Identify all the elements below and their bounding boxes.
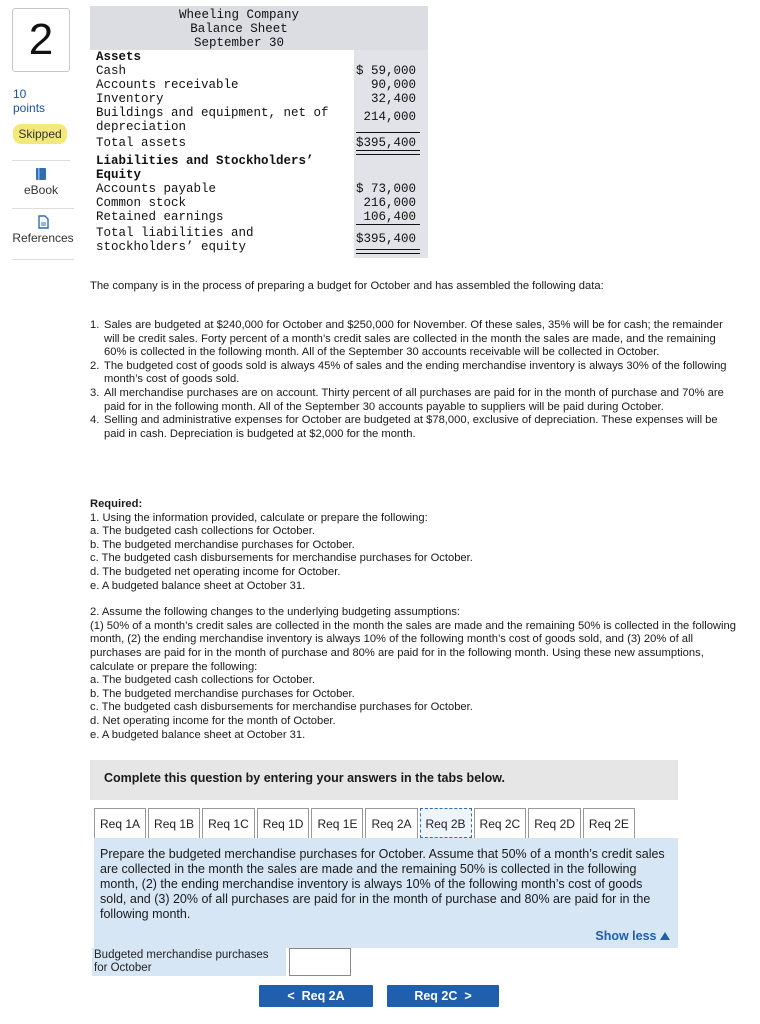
chevron-left-icon: < xyxy=(287,989,295,1003)
chevron-right-icon: > xyxy=(464,989,472,1003)
document-icon xyxy=(37,215,49,229)
part1-item: a. The budgeted cash collections for October. xyxy=(90,525,315,538)
part1-item: b. The budgeted merchandise purchases for October. xyxy=(90,538,355,551)
points-value: 10 xyxy=(13,87,27,101)
data-list xyxy=(90,319,738,441)
balance-sheet: Wheeling Company Balance Sheet September 30 Assets Cash $ 59,000 Accounts receivable 90,000 Inventory 32,400 Buildings and equipment, net of 214,000 depreciation Total assets $395,400 Liabilities and Stockholders’ Equity Accounts payable $ 73,000 Common stock 216,000 Retained earnings 106,400 Total liabilities and $395,400 stockholders’ equity xyxy=(90,6,428,258)
tab-req-2b[interactable]: Req 2B xyxy=(420,808,472,838)
part2-item: d. Net operating income for the month of October. xyxy=(90,714,336,727)
references-label: References xyxy=(12,231,74,245)
list-item: 1. Sales are budgeted at $240,000 for October and $250,000 for November. Of these sales, 35% will be for cash; the remainder will be credit sales. Forty percent of a month’s credit sales are collected in the month the sales are made, and the remaining 60% is collected in the following month. All of the September 30 accounts receivable will be collected in October. xyxy=(90,319,723,359)
ebook-button[interactable] xyxy=(12,160,70,209)
tab-req-1e[interactable]: Req 1E xyxy=(311,808,363,838)
part2-intro: 2. Assume the following changes to the underlying budgeting assumptions: xyxy=(90,606,461,619)
tab-req-1c[interactable]: Req 1C xyxy=(202,808,255,838)
show-less-link[interactable]: Show less xyxy=(595,929,670,944)
tab-req-2d[interactable]: Req 2D xyxy=(528,808,581,838)
prev-tab-button[interactable]: < Req 2A xyxy=(259,985,373,1007)
merchandise-purchases-input[interactable] xyxy=(289,948,351,976)
part1-item: c. The budgeted cash disbursements for merchandise purchases for October. xyxy=(90,552,473,565)
part2-item: e. A budgeted balance sheet at October 31. xyxy=(90,728,306,741)
list-item: 3. All merchandise purchases are on account. Thirty percent of all purchases are paid for in the month of purchase and 70% are paid for in the following month. All of the September 30 accounts payable to suppliers will be paid during October. xyxy=(90,386,724,413)
tab-req-2c[interactable]: Req 2C xyxy=(474,808,527,838)
tab-req-1d[interactable]: Req 1D xyxy=(257,808,310,838)
triangle-up-icon xyxy=(660,932,670,940)
balance-sheet-header xyxy=(90,6,428,50)
required-section xyxy=(90,498,738,742)
list-item: 2. The budgeted cost of goods sold is always 45% of sales and the ending merchandise inventory is always 30% of the following month’s cost of goods sold. xyxy=(90,359,727,386)
book-icon xyxy=(35,167,47,181)
panel-instructions: Prepare the budgeted merchandise purchases for October. Assume that 50% of a month’s credit sales are collected in the month the sales are made and the remaining 50% is collected in the following month, (2) the ending merchandise inventory is always 10% of the following month’s cost of goods sold, and (3) 20% of all purchases are paid for in the month of purchase and 80% are paid for in the following month. xyxy=(100,847,665,921)
tab-panel xyxy=(94,838,678,948)
statement-name: Balance Sheet xyxy=(190,22,288,36)
part2-item: b. The budgeted merchandise purchases for October. xyxy=(90,687,355,700)
references-button[interactable] xyxy=(12,208,74,260)
part2-item: c. The budgeted cash disbursements for merchandise purchases for October. xyxy=(90,701,473,714)
required-heading: Required: xyxy=(90,498,143,510)
tab-req-1a[interactable]: Req 1A xyxy=(94,808,146,838)
next-tab-button[interactable]: Req 2C > xyxy=(387,985,499,1007)
part2-item: a. The budgeted cash collections for October. xyxy=(90,674,315,687)
statement-date: September 30 xyxy=(193,36,284,50)
company-name: Wheeling Company xyxy=(178,8,300,22)
instructions-banner: Complete this question by entering your answers in the tabs below. xyxy=(90,760,678,800)
part1-item: e. A budgeted balance sheet at October 31. xyxy=(90,579,306,592)
points-label: points xyxy=(13,101,46,115)
ebook-label: eBook xyxy=(23,183,59,197)
part1-intro: 1. Using the information provided, calculate or prepare the following: xyxy=(90,511,428,524)
part2-text: (1) 50% of a month’s credit sales are collected in the month the sales are made and the remaining 50% is collected in the following month, (2) the ending merchandise inventory is always 10% of the following month’s cost of goods sold, and (3) 20% of all purchases are paid for in the month of purchase and 80% are paid for in the following month. Using these new assumptions, calculate or prepare the following: xyxy=(90,619,736,673)
tab-req-1b[interactable]: Req 1B xyxy=(148,808,200,838)
answer-field-label: Budgeted merchandise purchases for October xyxy=(92,948,286,976)
tab-bar xyxy=(94,808,637,838)
part1-item: d. The budgeted net operating income for October. xyxy=(90,565,341,578)
tab-req-2e[interactable]: Req 2E xyxy=(583,808,635,838)
list-item: 4. Selling and administrative expenses for October are budgeted at $78,000, exclusive of depreciation. These expenses will be paid in cash. Depreciation is budgeted at $2,000 for the month. xyxy=(90,414,718,440)
intro-text: The company is in the process of preparing a budget for October and has assembled the following data: xyxy=(90,280,604,292)
skipped-badge: Skipped xyxy=(13,124,67,144)
tab-req-2a[interactable]: Req 2A xyxy=(365,808,417,838)
question-number: 2 xyxy=(12,8,70,72)
